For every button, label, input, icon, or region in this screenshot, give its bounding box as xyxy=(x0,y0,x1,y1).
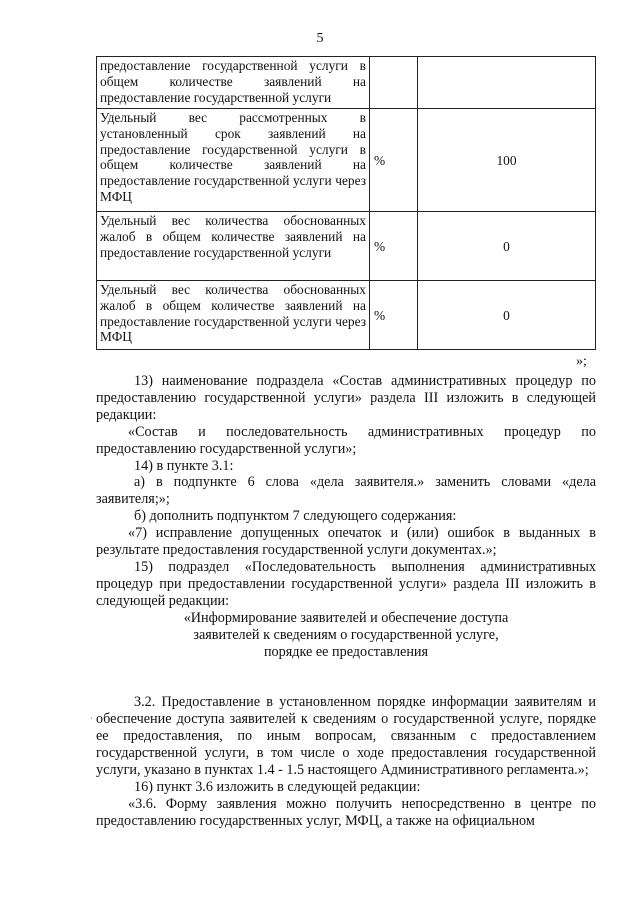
unit-cell: % xyxy=(370,281,418,350)
value-cell: 100 xyxy=(418,109,596,212)
indicator-cell: Удельный вес количества обоснованных жалоб в общем количестве заявлений на предоставление государственной услуги через МФЦ xyxy=(97,281,370,350)
table-closing-quote: »; xyxy=(576,354,587,369)
value-cell: 0 xyxy=(418,212,596,281)
paragraph-14b: б) дополнить подпунктом 7 следующего содержания: xyxy=(134,508,457,525)
paragraph-14a: а) в подпункте 6 слова «дела заявителя.» заменить словами «дела заявителя;»; xyxy=(96,474,596,508)
table-row xyxy=(97,281,596,350)
table-row xyxy=(97,212,596,281)
paragraph-3-2: 3.2. Предоставление в установленном порядке информации заявителям и обеспечение доступа заявителей к сведениям о государственной услуге, порядке ее предоставления, по иным вопросам, связанным с предоставлением государственной услуги, в том числе о ходе предоставления государственной услуги, указано в пунктах 1.4 - 1.5 настоящего Административного регламента.»; xyxy=(96,694,596,779)
body-text xyxy=(96,373,596,830)
table-row xyxy=(97,109,596,212)
paragraph-heading-quote: «Состав и последовательность административных процедур по предоставлению государственной услуги»; xyxy=(96,423,596,457)
value-cell: 0 xyxy=(418,281,596,350)
indicator-cell: Удельный вес рассмотренных в установленный срок заявлений на предоставление государственной услуги в общем количестве заявлений на предоставление государственной услуги через МФЦ xyxy=(97,109,370,212)
unit-cell: % xyxy=(370,109,418,212)
paragraph-16: 16) пункт 3.6 изложить в следующей редакции: xyxy=(134,778,421,795)
paragraph-3-6: «3.6. Форму заявления можно получить непосредственно в центре по предоставлению государственных услуг, МФЦ, а также на официальном xyxy=(96,795,596,829)
paragraph-15: 15) подраздел «Последовательность выполнения административных процедур при предоставлении государственной услуги» раздела III изложить в следующей редакции: xyxy=(96,558,596,609)
indicators-table xyxy=(96,56,596,350)
unit-cell: % xyxy=(370,212,418,281)
value-cell xyxy=(418,57,596,109)
indicator-cell: предоставление государственной услуги в общем количестве заявлений на предоставление государственной услуги xyxy=(97,57,370,109)
paragraph-13: 13) наименование подраздела «Состав административных процедур по предоставлению государственной услуги» раздела III изложить в следующей редакции: xyxy=(96,373,596,423)
indicator-cell: Удельный вес количества обоснованных жалоб в общем количестве заявлений на предоставление государственной услуги xyxy=(97,212,370,281)
scan-mark: · xyxy=(90,713,93,723)
section-heading-line: «Информирование заявителей и обеспечение доступа xyxy=(183,609,509,626)
paragraph-14: 14) в пункте 3.1: xyxy=(134,457,234,474)
spacer xyxy=(96,660,596,694)
table-row xyxy=(97,57,596,109)
section-heading-line: заявителей к сведениям о государственной услуге, xyxy=(193,626,499,643)
section-heading-line: порядке ее предоставления xyxy=(263,643,429,660)
page-number: 5 xyxy=(316,31,324,46)
unit-cell xyxy=(370,57,418,109)
paragraph-item-7: «7) исправление допущенных опечаток и (или) ошибок в выданных в результате предоставления государственной услуги документах.»; xyxy=(96,525,596,559)
